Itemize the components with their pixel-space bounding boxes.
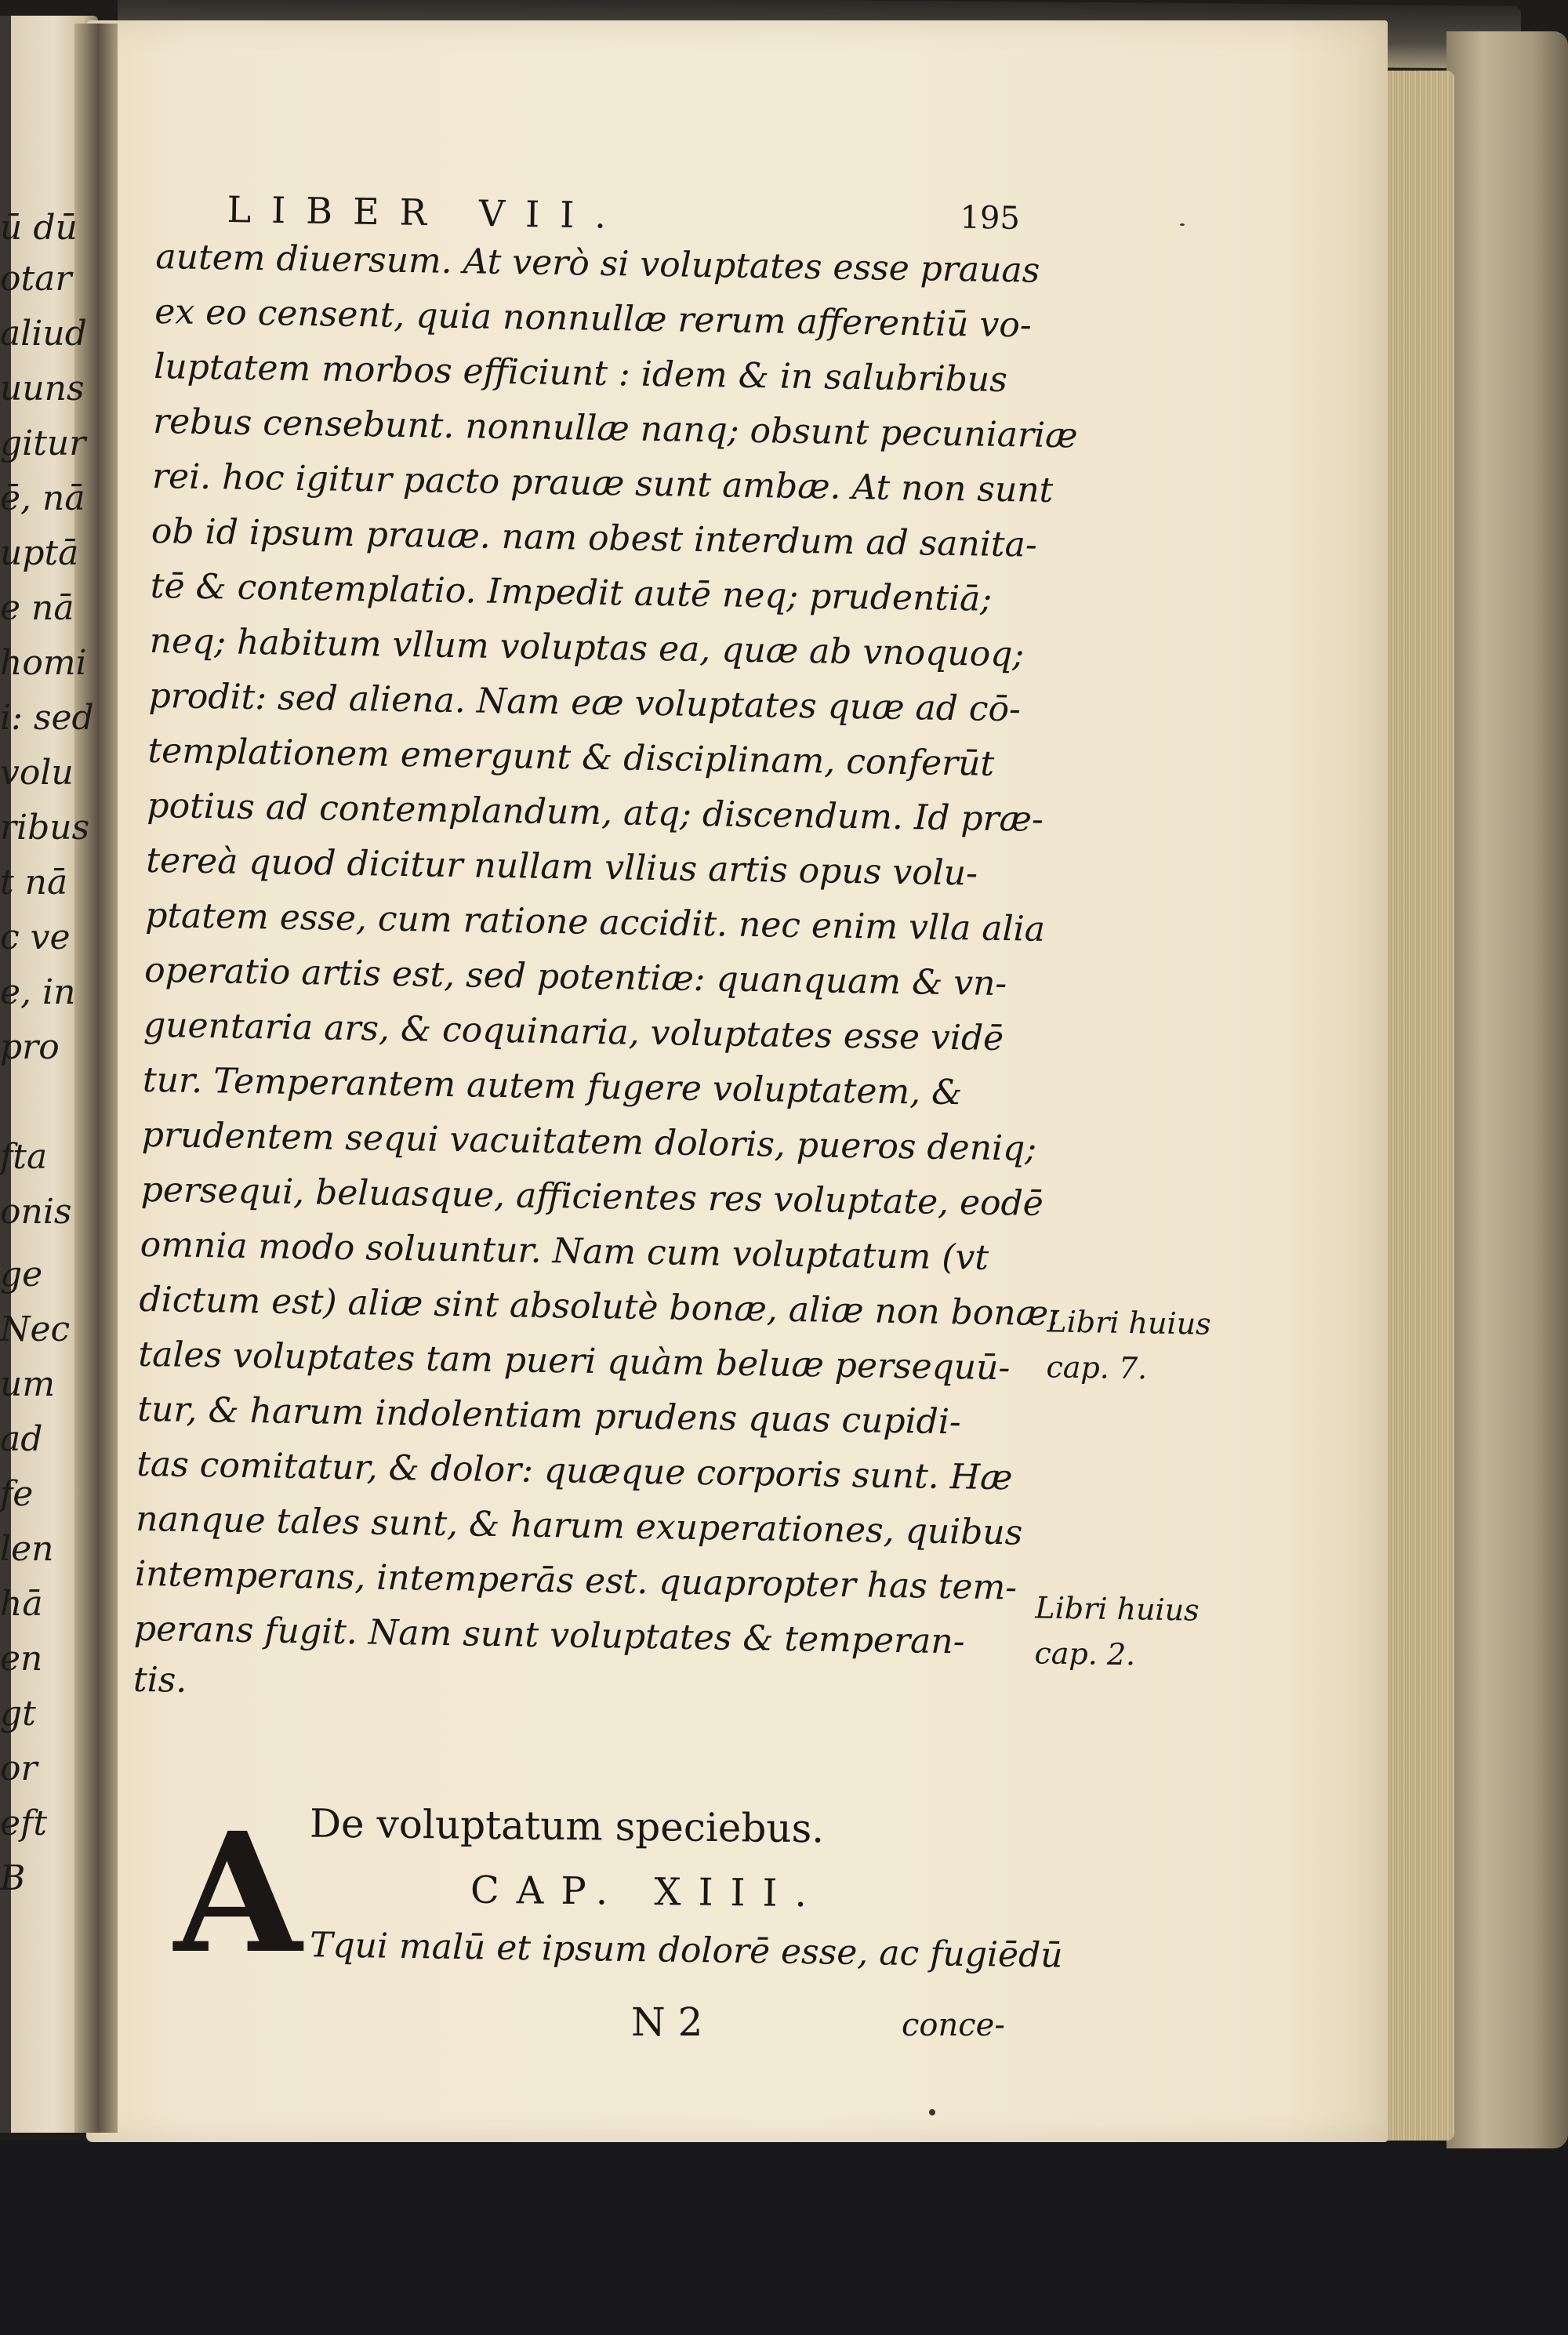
text-line: persequi, beluasque, afficientes res voluptate, eodē bbox=[140, 1169, 1044, 1224]
text-line: luptatem morbos efficiunt : idem & in salubribus bbox=[153, 346, 1008, 401]
chapter-heading: CAP. XIII. bbox=[470, 1868, 825, 1916]
paper-speck bbox=[1180, 223, 1185, 226]
drop-cap: A bbox=[174, 1796, 302, 1990]
paper-speck bbox=[929, 2109, 935, 2115]
left-fragment: aliud bbox=[0, 314, 87, 354]
signature-mark: N 2 bbox=[631, 1999, 703, 2045]
text-line: prudentem sequi vacuitatem doloris, pueros deniq; bbox=[141, 1114, 1037, 1169]
text-line: templationem emergunt & disciplinam, conferūt bbox=[147, 730, 995, 784]
text-line: tur. Temperantem autem fugere voluptatem, & bbox=[142, 1059, 963, 1113]
text-line: rei. hoc igitur pacto prauæ sunt ambæ. At non sunt bbox=[151, 456, 1054, 511]
left-fragment: fta bbox=[0, 1137, 48, 1177]
running-head-title: LIBER VII. bbox=[227, 188, 627, 237]
text-line: potius ad contemplandum, atq; discendum. Id præ- bbox=[147, 785, 1044, 840]
text-line: tis. bbox=[132, 1659, 187, 1701]
left-fragment: ū dū bbox=[0, 208, 78, 248]
margin-note-line: cap. 7. bbox=[1046, 1349, 1148, 1386]
left-fragment: Nec bbox=[0, 1309, 71, 1349]
left-fragment: e nā bbox=[0, 588, 74, 628]
left-fragment: homi bbox=[0, 643, 87, 683]
text-line: tales voluptates tam pueri quàm beluæ persequū- bbox=[138, 1334, 1011, 1389]
left-fragment: eft bbox=[0, 1803, 48, 1843]
text-line: operatio artis est, sed potentiæ: quanquam & vn- bbox=[143, 950, 1007, 1004]
left-fragment: fe bbox=[0, 1474, 34, 1514]
left-fragment: ribus bbox=[0, 808, 90, 848]
margin-note bbox=[1034, 1590, 1200, 1672]
left-fragment: volu bbox=[0, 753, 74, 793]
text-line: tē & contemplatio. Impedit autē neq; prudentiā; bbox=[150, 565, 993, 619]
text-line: ex eo censent, quia nonnullæ rerum afferentiū vo- bbox=[154, 291, 1033, 346]
left-fragment: onis bbox=[0, 1192, 72, 1232]
text-line: dictum est) aliæ sint absolutè bonæ, aliæ non bonæ: bbox=[139, 1279, 1061, 1335]
left-fragment: otar bbox=[0, 259, 72, 299]
catchword: conce- bbox=[902, 2007, 1005, 2043]
left-fragment: or bbox=[0, 1749, 38, 1788]
text-line: prodit: sed aliena. Nam eæ voluptates quæ ad cō- bbox=[148, 675, 1022, 730]
text-line: ptatem esse, cum ratione accidit. nec enim vlla alia bbox=[144, 895, 1046, 950]
left-fragment: um bbox=[0, 1364, 56, 1404]
table-surface bbox=[0, 2141, 1568, 2335]
left-fragment: ē, nā bbox=[0, 478, 85, 518]
page-number: 195 bbox=[960, 199, 1021, 237]
text-line: perans fugit. Nam sunt voluptates & temperan- bbox=[133, 1608, 965, 1662]
margin-note-line: Libri huius bbox=[1047, 1304, 1211, 1342]
left-fragment: uptā bbox=[0, 533, 79, 573]
margin-note bbox=[1046, 1304, 1211, 1386]
left-fragment: ge bbox=[0, 1255, 43, 1295]
margin-note-line: cap. 2. bbox=[1034, 1636, 1136, 1672]
text-line: tereà quod dicitur nullam vllius artis opus volu- bbox=[146, 840, 978, 894]
left-fragment: e, in bbox=[0, 972, 76, 1012]
left-fragment: B bbox=[0, 1858, 26, 1898]
left-fragment: i: sed bbox=[0, 698, 94, 738]
left-fragment: en bbox=[0, 1639, 43, 1679]
text-line: guentaria ars, & coquinaria, voluptates esse vidē bbox=[143, 1004, 1004, 1059]
text-line: autem diuersum. At verò si voluptates esse prauas bbox=[155, 236, 1040, 291]
chapter-first-line: Tqui malū et ipsum dolorē esse, ac fugiēdū bbox=[309, 1925, 1063, 1976]
text-line: tas comitatur, & dolor: quæque corporis sunt. Hæ bbox=[136, 1443, 1013, 1498]
left-fragment: c ve bbox=[0, 917, 71, 957]
margin-note-line: Libri huius bbox=[1035, 1590, 1200, 1628]
left-fragment: uuns bbox=[0, 369, 85, 409]
left-fragment: ad bbox=[0, 1419, 43, 1459]
left-fragment: gitur bbox=[0, 423, 86, 463]
section-heading: De voluptatum speciebus. bbox=[309, 1800, 825, 1852]
left-fragment: t nā bbox=[0, 862, 68, 902]
left-fragment: pro bbox=[0, 1027, 60, 1067]
text-line: rebus censebunt. nonnullæ nanq; obsunt pecuniariæ bbox=[152, 401, 1078, 456]
left-fragment: gt bbox=[0, 1694, 36, 1734]
text-line: intemperans, intemperās est. quapropter has tem- bbox=[134, 1553, 1018, 1608]
text-line: omnia modo soluuntur. Nam cum voluptatum (vt bbox=[140, 1224, 989, 1278]
text-line: nanque tales sunt, & harum exuperationes, quibus bbox=[135, 1498, 1023, 1553]
left-fragment: len bbox=[0, 1529, 54, 1569]
text-line: neq; habitum vllum voluptas ea, quæ ab vnoquoq; bbox=[149, 620, 1025, 675]
text-line: ob id ipsum prauæ. nam obest interdum ad sanita- bbox=[151, 510, 1038, 565]
left-fragment: hā bbox=[0, 1584, 43, 1624]
book-cover-right bbox=[1446, 31, 1568, 2148]
text-line: tur, & harum indolentiam prudens quas cupidi- bbox=[137, 1389, 962, 1443]
